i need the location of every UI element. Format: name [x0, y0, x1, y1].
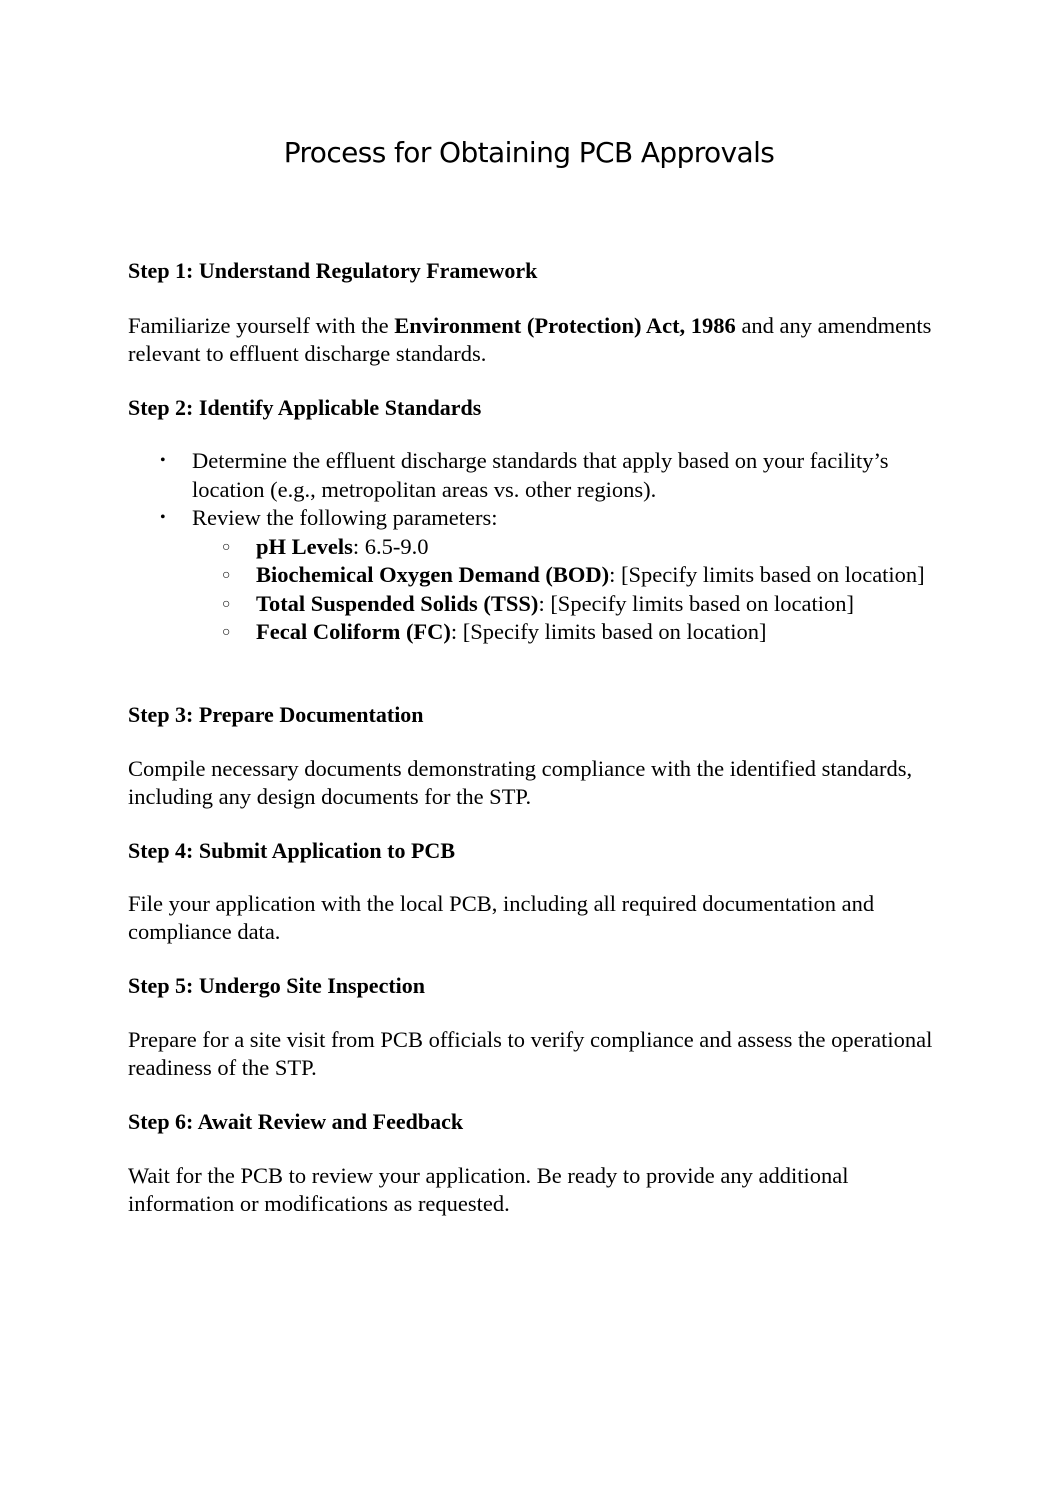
- step-3-heading: Step 3: Prepare Documentation: [128, 702, 424, 727]
- circle-bullet-icon: ○: [222, 596, 231, 612]
- parameter-item-ph: [192, 533, 938, 562]
- step-1-text-before: Familiarize yourself with the: [128, 313, 395, 338]
- standards-list: [128, 447, 938, 647]
- act-name: Environment (Protection) Act, 1986: [394, 313, 736, 338]
- parameter-item-tss: [192, 590, 938, 619]
- list-item: [128, 447, 938, 504]
- parameter-label: Total Suspended Solids (TSS): [256, 590, 539, 616]
- step-6-text: Wait for the PCB to review your application. Be ready to provide any additional information or modifications as requested.: [128, 1163, 849, 1216]
- parameter-item-fc: [192, 618, 938, 647]
- step-4-text: File your application with the local PCB, including all required documentation and compliance data.: [128, 891, 875, 944]
- parameter-value: : [Specify limits based on location]: [450, 619, 767, 644]
- step-1-text-after: and any amendments relevant to effluent discharge standards.: [128, 313, 932, 366]
- parameter-value: : [Specify limits based on location]: [609, 562, 925, 587]
- circle-bullet-icon: ○: [222, 539, 231, 555]
- parameter-label: pH Levels: [256, 533, 353, 559]
- step-5-text: Prepare for a site visit from PCB officials to verify compliance and assess the operational readiness of the STP.: [128, 1027, 933, 1080]
- list-item-text: Determine the effluent discharge standards that apply based on your facility’s location (e.g., metropolitan areas vs. other regions).: [192, 448, 889, 502]
- page-title: Process for Obtaining PCB Approvals: [283, 136, 775, 169]
- list-item-text: Review the following parameters:: [192, 505, 498, 530]
- parameter-label: Fecal Coliform (FC): [256, 619, 451, 644]
- step-2-heading: Step 2: Identify Applicable Standards: [128, 395, 482, 420]
- list-item: [128, 504, 938, 647]
- step-1-heading: Step 1: Understand Regulatory Framework: [128, 258, 538, 283]
- bullet-icon: •: [160, 509, 166, 526]
- bullet-icon: •: [160, 452, 166, 469]
- circle-bullet-icon: ○: [222, 568, 231, 583]
- parameter-value: : [Specify limits based on location]: [538, 590, 854, 616]
- step-6-heading: Step 6: Await Review and Feedback: [128, 1109, 464, 1134]
- circle-bullet-icon: ○: [222, 625, 231, 640]
- step-1-text: [128, 312, 938, 368]
- step-5-heading: Step 5: Undergo Site Inspection: [128, 973, 426, 998]
- parameter-label: Biochemical Oxygen Demand (BOD): [256, 562, 610, 587]
- step-3-text: Compile necessary documents demonstrating compliance with the identified standards, including any design documents for the STP.: [128, 756, 913, 809]
- step-4-heading: Step 4: Submit Application to PCB: [128, 838, 455, 863]
- parameter-value: : 6.5-9.0: [352, 533, 429, 559]
- parameters-list: [192, 533, 938, 647]
- parameter-item-bod: [192, 561, 938, 590]
